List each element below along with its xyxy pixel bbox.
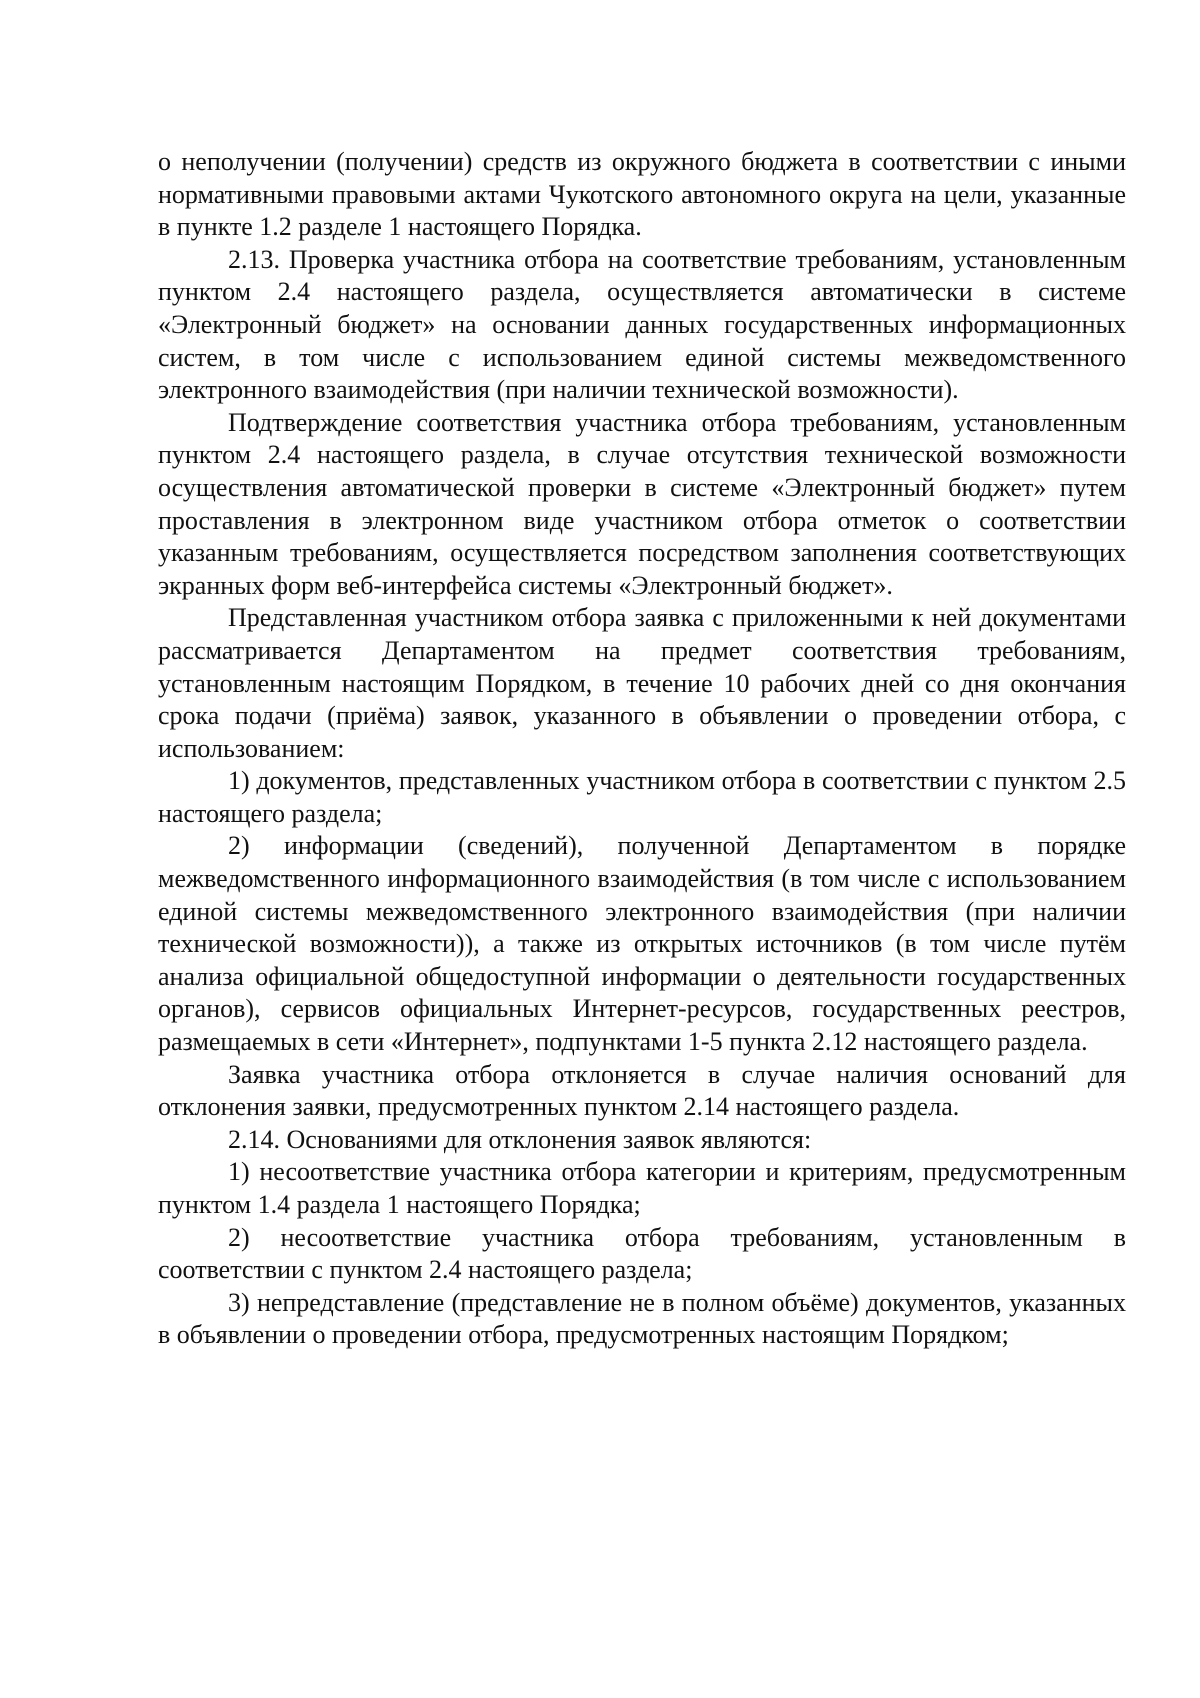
paragraph-application-rejection: Заявка участника отбора отклоняется в случае наличия оснований для отклонения заявки, предусмотренных пунктом 2.14 настоящего раздела.	[158, 1059, 1126, 1122]
paragraph-2-13-verification: 2.13. Проверка участника отбора на соответствие требованиям, установленным пунктом 2.4 настоящего раздела, осуществляется автоматически в системе «Электронный бюджет» на основании данных государственных информационных систем, в том числе с использованием единой системы межведомственного электронного взаимодействия (при наличии технической возможности).	[158, 244, 1126, 405]
list-item-documents: 1) документов, представленных участником отбора в соответствии с пунктом 2.5 настоящего раздела;	[158, 766, 1126, 828]
list-item-information: 2) информации (сведений), полученной Департаментом в порядке межведомственного информационного взаимодействия (в том числе с использованием единой системы межведомственного электронного взаимодействия (при наличии технической возможности)), а также из открытых источников (в том числе путём анализа официальной общедоступной информации о деятельности государственных органов), сервисов официальных Интернет-ресурсов, государственных реестров, размещаемых в сети «Интернет», подпунктами 1-5 пункта 2.12 настоящего раздела.	[158, 831, 1126, 1057]
paragraph-2-14-heading: 2.14. Основаниями для отклонения заявок являются:	[228, 1124, 812, 1154]
paragraph-application-review: Представленная участником отбора заявка с приложенными к ней документами рассматривается Департаментом на предмет соответствия требованиям, установленным настоящим Порядком, в течение 10 рабочих дней со дня окончания срока подачи (приёма) заявок, указанного в объявлении о проведении отбора, с использованием:	[158, 603, 1126, 763]
paragraph-compliance-confirmation: Подтверждение соответствия участника отбора требованиям, установленным пунктом 2.4 настоящего раздела, в случае отсутствия технической возможности осуществления автоматической проверки в системе «Электронный бюджет» путем проставления в электронном виде участником отбора отметок о соответствии указанным требованиям, осуществляется посредством заполнения соответствующих экранных форм веб-интерфейса системы «Электронный бюджет».	[158, 407, 1126, 600]
paragraph-funding-receipt: о неполучении (получении) средств из окружного бюджета в соответствии с иными нормативными правовыми актами Чукотского автономного округа на цели, указанные в пункте 1.2 разделе 1 настоящего Порядка.	[158, 147, 1126, 242]
document-page	[158, 146, 1126, 1352]
list-item-requirements-mismatch: 2) несоответствие участника отбора требованиям, установленным в соответствии с пунктом 2.4 настоящего раздела;	[158, 1222, 1126, 1285]
list-item-missing-documents: 3) непредставление (представление не в полном объёме) документов, указанных в объявлении о проведении отбора, предусмотренных настоящим Порядком;	[158, 1287, 1126, 1350]
list-item-category-mismatch: 1) несоответствие участника отбора категории и критериям, предусмотренным пунктом 1.4 раздела 1 настоящего Порядка;	[158, 1157, 1126, 1219]
